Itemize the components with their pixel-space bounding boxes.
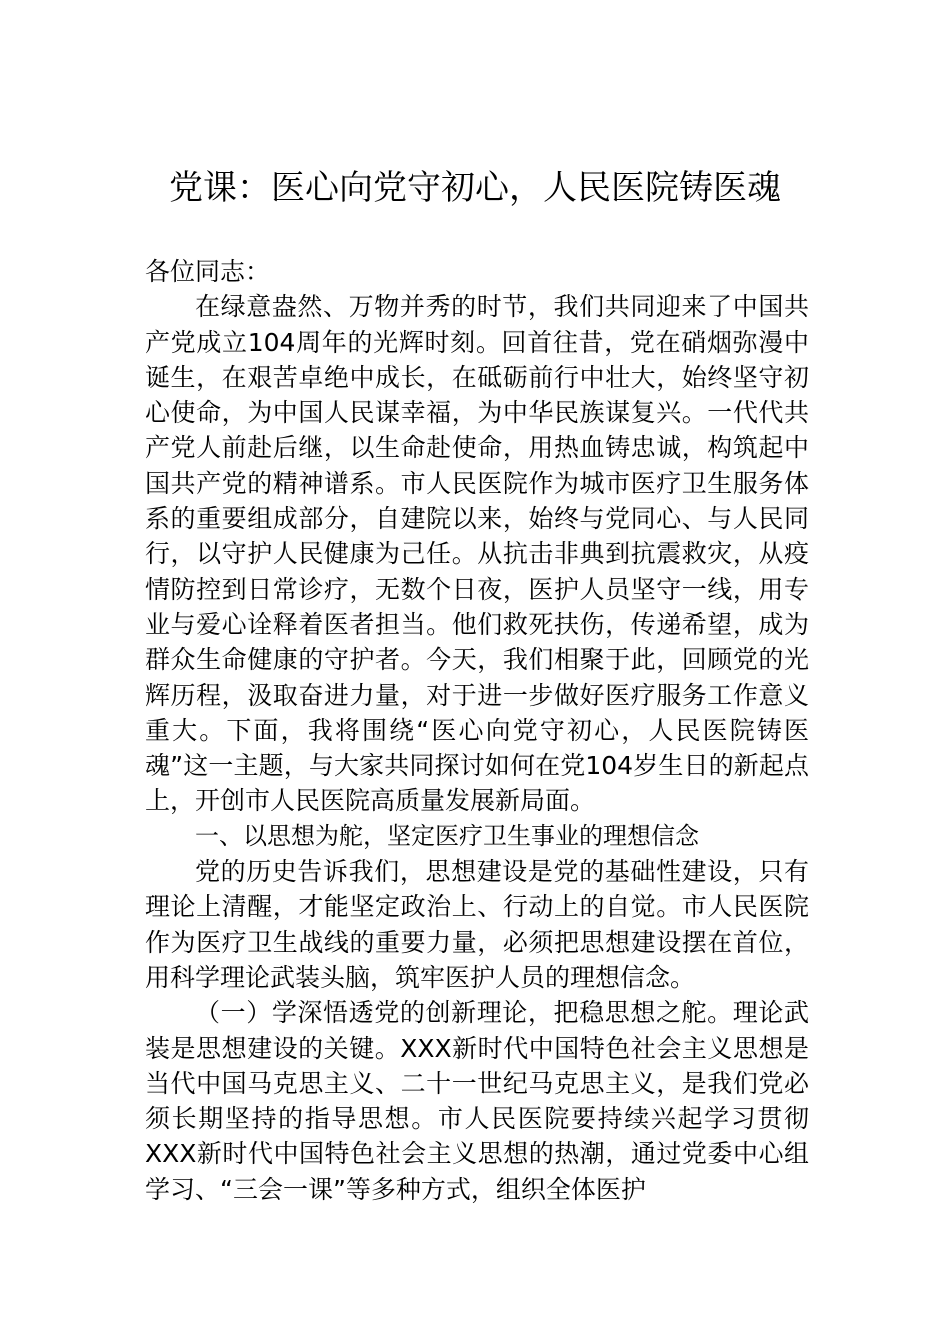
section-heading-1: 一、以思想为舵，坚定医疗卫生事业的理想信念	[195, 821, 699, 850]
document-body	[145, 254, 809, 1207]
salutation: 各位同志：	[145, 257, 271, 286]
paragraph-subsection-1: （一）学深悟透党的创新理论，把稳思想之舵。理论武装是思想建设的关键。XXX新时代中国特色社会主义思想是当代中国马克思主义、二十一世纪马克思主义，是我们党必须长期坚持的指导思想。市人民医院要持续兴起学习贯彻XXX新时代中国特色社会主义思想的热潮，通过党委中心组学习、“三会一课”等多种方式，组织全体医护	[145, 998, 809, 1204]
document-title: 党课：医心向党守初心，人民医院铸医魂	[169, 168, 781, 208]
paragraph-intro: 在绿意盎然、万物并秀的时节，我们共同迎来了中国共产党成立104周年的光辉时刻。回首往昔，党在硝烟弥漫中诞生，在艰苦卓绝中成长，在砥砺前行中壮大，始终坚守初心使命，为中国人民谋幸福，为中华民族谋复兴。一代代共产党人前赴后继，以生命赴使命，用热血铸忠诚，构筑起中国共产党的精神谱系。市人民医院作为城市医疗卫生服务体系的重要组成部分，自建院以来，始终与党同心、与人民同行，以守护人民健康为己任。从抗击非典到抗震救灾，从疫情防控到日常诊疗，无数个日夜，医护人员坚守一线，用专业与爱心诠释着医者担当。他们救死扶伤，传递希望，成为群众生命健康的守护者。今天，我们相聚于此，回顾党的光辉历程，汲取奋进力量，对于进一步做好医疗服务工作意义重大。下面，我将围绕“医心向党守初心，人民医院铸医魂”这一主题，与大家共同探讨如何在党104岁生日的新起点上，开创市人民医院高质量发展新局面。	[145, 292, 809, 816]
paragraph-section-1: 党的历史告诉我们，思想建设是党的基础性建设，只有理论上清醒，才能坚定政治上、行动上的自觉。市人民医院作为医疗卫生战线的重要力量，必须把思想建设摆在首位，用科学理论武装头脑，筑牢医护人员的理想信念。	[145, 857, 809, 992]
